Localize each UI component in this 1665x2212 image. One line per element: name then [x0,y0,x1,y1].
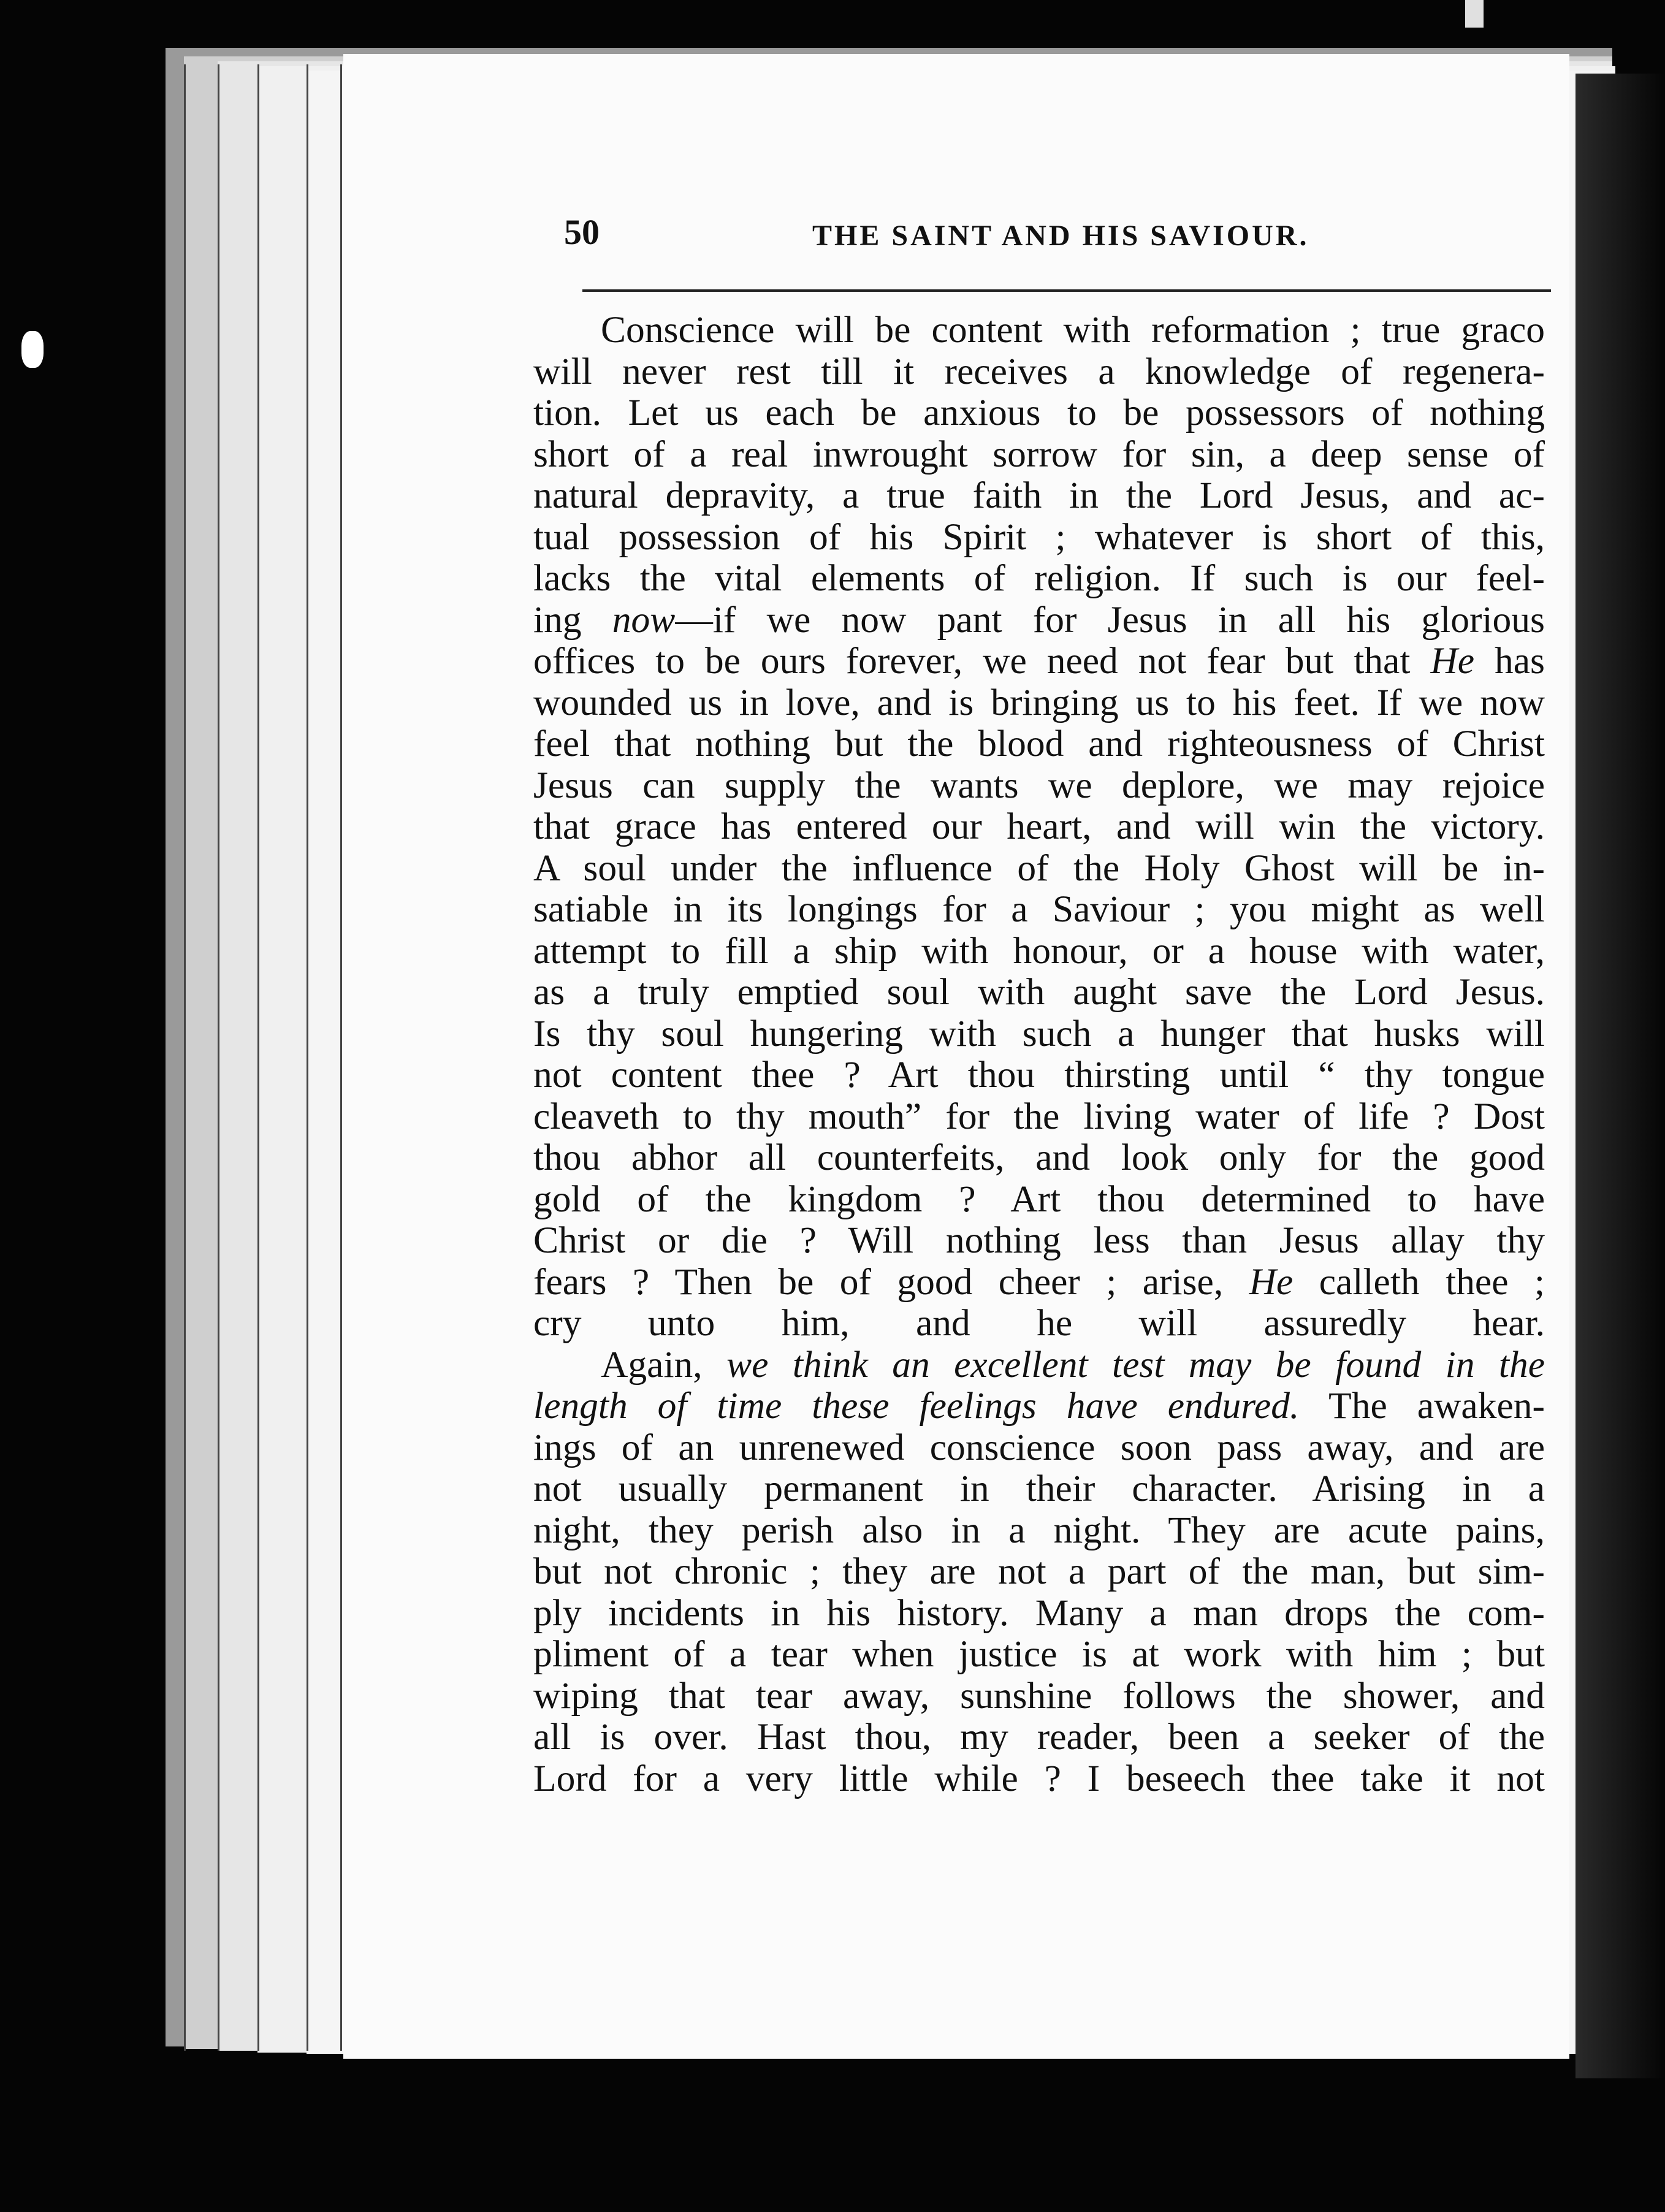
text-fragment: offices to be ours forever, we need not fear but that [533,640,1431,682]
text-line: Conscience will be content with reformation ; true graco [601,309,1545,351]
text-fragment: has [1474,640,1545,682]
text-fragment: fears ? Then be of good cheer ; arise, [533,1260,1249,1303]
italic-text: He [1249,1260,1294,1303]
text-line: A soul under the influence of the Holy Ghost will be in- [533,847,1545,889]
text-line: pliment of a tear when justice is at work with him ; but [533,1633,1545,1675]
page-shadow [1575,74,1665,2078]
text-line: Is thy soul hungering with such a hunger that husks will [533,1012,1545,1055]
text-line: that grace has entered our heart, and will win the victory. [533,806,1545,847]
text-line: short of a real inwrought sorrow for sin, a deep sense of [533,433,1545,475]
text-line: not usually permanent in their character. Arising in a [533,1468,1545,1509]
text-line [533,1344,1545,1386]
text-line: Jesus can supply the wants we deplore, we may rejoice [533,764,1545,806]
text-line: but not chronic ; they are not a part of the man, but sim- [533,1550,1545,1592]
page-stack-line [184,64,186,2051]
page-header [564,212,1557,267]
text-line: tion. Let us each be anxious to be possessors of nothing [533,392,1545,433]
text-line: cry unto him, and he will assuredly hear. [533,1302,1545,1344]
italic-text: length of time these feelings have endured. [533,1385,1300,1427]
header-rule [582,289,1551,292]
text-line: wounded us in love, and is bringing us to his feet. If we now [533,681,1545,723]
text-line: night, they perish also in a night. They are acute pains, [533,1509,1545,1551]
scan-artifact [21,331,44,368]
text-fragment: ing [533,598,612,641]
text-fragment: The awaken- [1299,1385,1545,1427]
text-line: natural depravity, a true faith in the Lord Jesus, and ac- [533,475,1545,516]
text-fragment: —if we now pant for Jesus in all his glorious [675,598,1545,641]
scan-artifact [1465,0,1484,28]
text-line: ply incidents in his history. Many a man drops the com- [533,1592,1545,1634]
text-line: satiable in its longings for a Saviour ; you might as well [533,888,1545,930]
text-line: attempt to fill a ship with honour, or a house with water, [533,929,1545,972]
page-stack-line [257,64,259,2051]
text-line: will never rest till it receives a knowledge of regenera- [533,350,1545,392]
text-line: as a truly emptied soul with aught save the Lord Jesus. [533,971,1545,1013]
italic-text: we think an excellent test may be found in the [726,1343,1545,1386]
page-stack-line [218,64,219,2051]
text-line: ings of an unrenewed conscience soon pass away, and are [533,1426,1545,1468]
text-line: wiping that tear away, sunshine follows the shower, and [533,1674,1545,1717]
paragraph [533,310,1545,1344]
page-stack-line [340,64,342,2051]
text-line: not content thee ? Art thou thirsting until “ thy tongue [533,1054,1545,1096]
text-line: Christ or die ? Will nothing less than Jesus allay thy [533,1219,1545,1261]
text-line: cleaveth to thy mouth” for the living water of life ? Dost [533,1095,1545,1137]
text-line [533,1386,1545,1427]
paragraph [533,1344,1545,1800]
page-number: 50 [564,212,600,252]
running-head: THE SAINT AND HIS SAVIOUR. [812,219,1309,252]
body-text [533,310,1545,1799]
text-line [533,641,1545,682]
text-line: Lord for a very little while ? I beseech thee take it not [533,1757,1545,1799]
text-line [533,600,1545,641]
text-line: tual possession of his Spirit ; whatever is short of this, [533,516,1545,558]
text-line [533,1262,1545,1303]
text-line: feel that nothing but the blood and righteousness of Christ [533,723,1545,765]
text-fragment: Again, [601,1343,727,1386]
text-line: thou abhor all counterfeits, and look only for the good [533,1137,1545,1178]
italic-text: now [612,598,676,641]
page-stack-line [307,64,308,2051]
text-fragment: calleth thee ; [1293,1260,1545,1303]
text-line: all is over. Hast thou, my reader, been a seeker of the [533,1716,1545,1758]
text-line: lacks the vital elements of religion. If such is our feel- [533,557,1545,599]
italic-text: He [1430,640,1475,682]
text-line: gold of the kingdom ? Art thou determined to have [533,1178,1545,1220]
